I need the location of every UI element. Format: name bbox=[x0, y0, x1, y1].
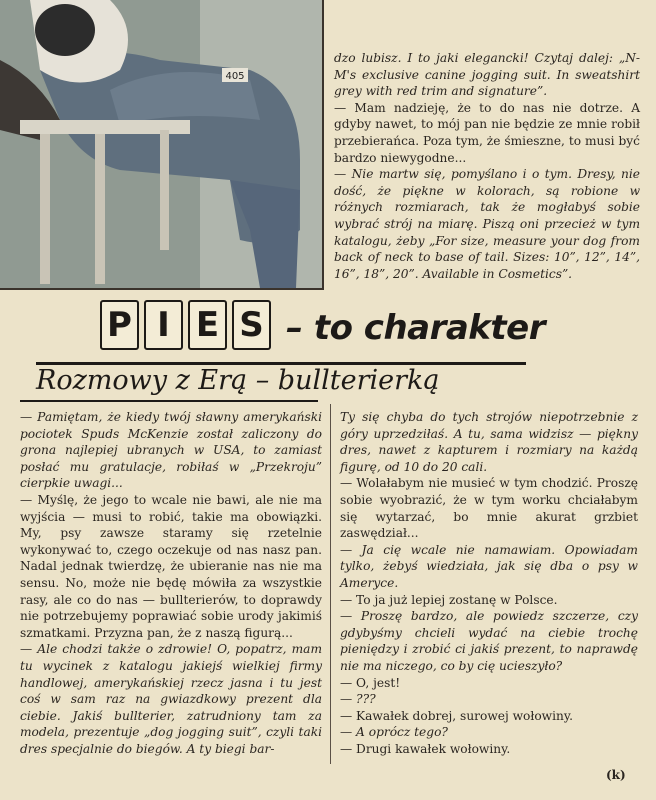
right-paragraph: — ??? bbox=[340, 692, 376, 707]
headline-rest: – to charakter bbox=[286, 308, 545, 348]
headline-letter: P bbox=[100, 300, 139, 350]
subheadline: Rozmowy z Erą – bullterierką bbox=[36, 365, 440, 396]
top-paragraph: — Nie martw się, pomyślano i o tym. Dresy, nie dość, że piękne w kolorach, są robione w różnych rozmiarach, tak że mogłabyś sobie wybrać strój na miarę. Piszą oni przecież w tym katalogu, żeby „For size, measure your dog from back of neck to base of tail. Sizes: 10”, 12”, 14”, 16”, 18”, 20”. Available in Cosmetics”. bbox=[334, 167, 640, 281]
headline bbox=[100, 300, 630, 356]
right-paragraph: Ty się chyba do tych strojów niepotrzebnie z góry uprzedziłaś. A tu, sama widzisz — piękny dres, nawet z kapturem i rozmiary na każdą figurę, od 10 do 20 cali. bbox=[340, 410, 638, 474]
right-paragraph: — Proszę bardzo, ale powiedz szczerze, czy gdybyśmy chcieli wydać na ciebie trochę pieniędzy i zrobić ci jakiś prezent, to naprawdę nie ma niczego, co by cię ucieszyło? bbox=[340, 609, 638, 673]
right-text-column bbox=[340, 409, 638, 757]
headline-letter: E bbox=[188, 300, 227, 350]
subheadline-underline bbox=[20, 400, 318, 402]
headline-letter: S bbox=[232, 300, 271, 350]
photo-number-tag: 405 bbox=[225, 71, 245, 82]
left-paragraph: — Pamiętam, że kiedy twój sławny amerykański pociotek Spuds McKenzie został zaliczony do grona najlepiej ubranych w USA, to zamiast posłać mu gratulacje, robiłaś w „Przekroju” cierpkie uwagi... bbox=[20, 410, 322, 491]
right-paragraph: — To ja już lepiej zostanę w Polsce. bbox=[340, 592, 558, 607]
right-paragraph: — A oprócz tego? bbox=[340, 725, 448, 740]
dog-photo bbox=[0, 0, 324, 290]
headline-letter: I bbox=[144, 300, 183, 350]
left-text-column bbox=[20, 409, 322, 757]
top-paragraph: dzo lubisz. I to jaki elegancki! Czytaj dalej: „N-M's exclusive canine jogging suit. In sweatshirt grey with red trim and signature”. bbox=[334, 51, 640, 99]
left-paragraph: — Ale chodzi także o zdrowie! O, popatrz, mam tu wycinek z katalogu jakiejś wielkiej firmy handlowej, amerykańskiej rzecz jasna i tu jest coś w sam raz na gwiazdkowy prezent dla ciebie. Jakiś bullterier, zatrudniony tam za modela, prezentuje „dog jogging suit”, czyli taki dres specjalnie do biegów. A ty biegi bar- bbox=[20, 642, 322, 756]
author-signature: (k) bbox=[606, 768, 626, 782]
right-paragraph: — Ja cię wcale nie namawiam. Opowiadam tylko, żebyś wiedziała, jak się dba o psy w Ameryce. bbox=[340, 542, 638, 590]
top-paragraph: — Mam nadzieję, że to do nas nie dotrze. A gdyby nawet, to mój pan nie będzie ze mnie robił przebierańca. Poza tym, że śmieszne, to musi być bardzo niewygodne... bbox=[334, 100, 640, 165]
right-paragraph: — O, jest! bbox=[340, 675, 401, 690]
left-paragraph: — Myślę, że jego to wcale nie bawi, ale nie ma wyjścia — musi to robić, takie ma obowiązki. My, psy zawsze staramy się rzetelnie wykonywać to, czego oczekuje od nas nasz pan. Nadal jednak twierdzę, że ubieranie nas nie ma sensu. No, może nie będę mówiła za wszystkie rasy, ale co do nas — bullterierów, to doprawdy nie potrzebujemy poprawiać sobie urody jakimiś szmatkami. Przyzna pan, że z naszą figurą... bbox=[20, 492, 322, 640]
column-divider bbox=[330, 404, 331, 764]
right-paragraph: — Kawałek dobrej, surowej wołowiny. bbox=[340, 708, 574, 723]
photo-illustration bbox=[0, 0, 322, 288]
right-paragraph: — Wolałabym nie musieć w tym chodzić. Proszę sobie wyobrazić, że w tym worku chciałabym się wytarzać, bo mnie akurat grzbiet zaswędział... bbox=[340, 476, 638, 541]
right-paragraph: — Drugi kawałek wołowiny. bbox=[340, 741, 511, 756]
top-text-column bbox=[334, 50, 640, 282]
